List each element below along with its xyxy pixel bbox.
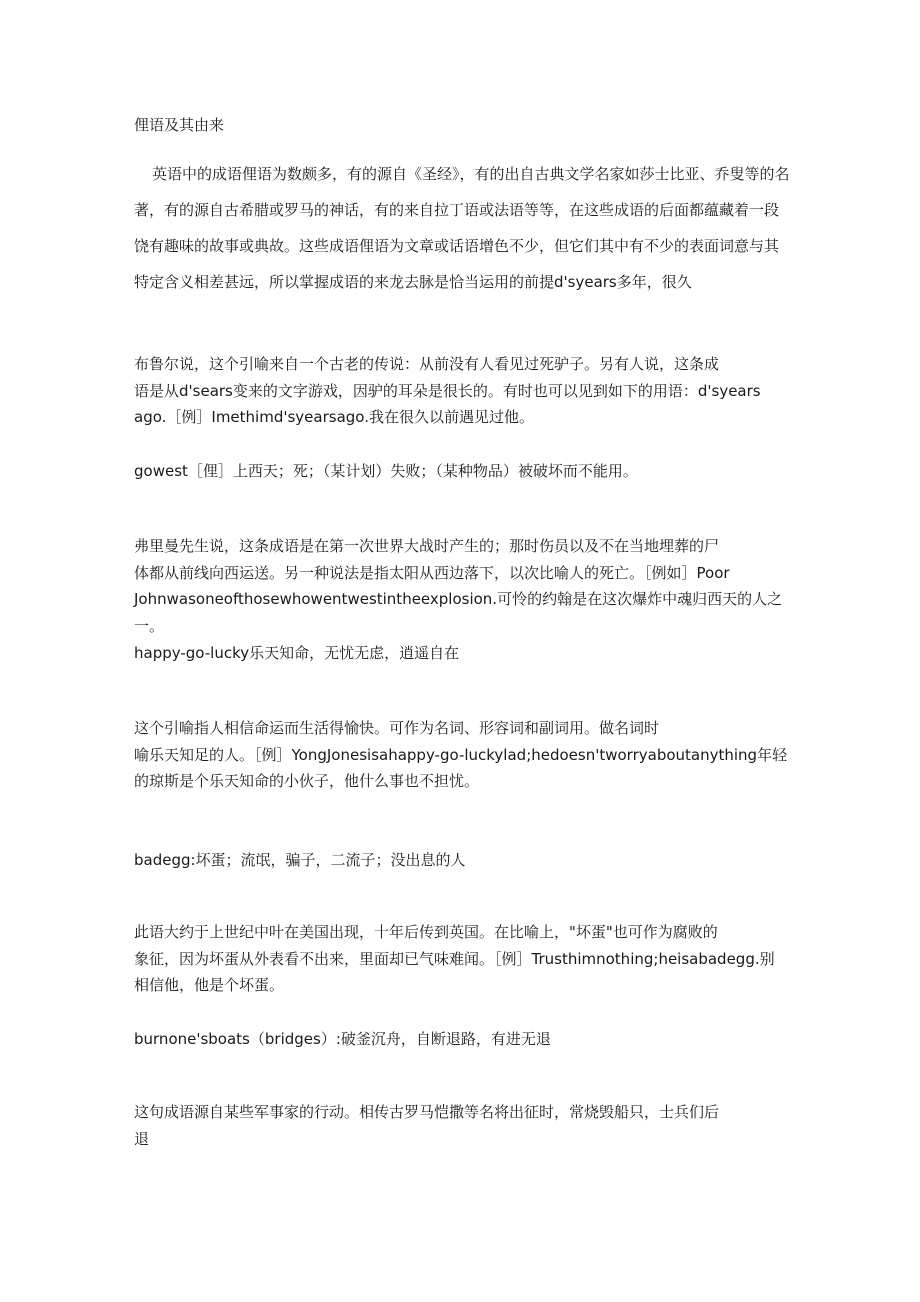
entry-line: burnone'sboats（bridges）:破釜沉舟，自断退路，有进无退: [134, 1030, 551, 1048]
entry-line: happy-go-lucky乐天知命，无忧无虑，逍遥自在: [134, 644, 460, 662]
paragraph-line: 这个引喻指人相信命运而生活得愉快。可作为名词、形容词和副词用。做名词时: [134, 719, 660, 737]
document-title: 俚语及其由来: [134, 116, 225, 134]
paragraph-line: ago.［例］Imethimd'syearsago.我在很久以前遇见过他。: [134, 408, 534, 426]
paragraph-line: 体都从前线向西运送。另一种说法是指太阳从西边落下，以次比喻人的死亡。［例如］Poor: [134, 563, 730, 582]
paragraph-d-syears-origin: [134, 351, 790, 431]
paragraph-line: 弗里曼先生说，这条成语是在第一次世界大战时产生的；那时伤员以及不在当地埋葬的尸: [134, 537, 720, 555]
entry-badegg: [134, 844, 790, 876]
paragraph-line: 退: [134, 1129, 150, 1148]
paragraph-line: 布鲁尔说，这个引喻来自一个古老的传说：从前没有人看见过死驴子。另有人说，这条成: [134, 355, 720, 373]
paragraph-line: 相信他，他是个坏蛋。: [134, 976, 285, 994]
intro-paragraph: [134, 156, 790, 300]
intro-text: 英语中的成语俚语为数颇多，有的源自《圣经》，有的出自古典文学名家如莎士比亚、乔叟等的名著，有的源自古希腊或罗马的神话，有的来自拉丁语或法语等等，在这些成语的后面都蕴藏着一段饶有趣味的故事或典故。这些成语俚语为文章或话语增色不少，但它们其中有不少的表面词意与其特定含义相差甚远，所以掌握成语的来龙去脉是恰当运用的前提d'syears多年，很久: [134, 165, 790, 291]
paragraph-line: 此语大约于上世纪中叶在美国出现，十年后传到英国。在比喻上，"坏蛋"也可作为腐败的: [134, 923, 718, 941]
entry-happy-go-lucky: [134, 637, 790, 669]
paragraph-burn-ones-boats-origin: [134, 1099, 790, 1152]
paragraph-line: 象征，因为坏蛋从外表看不出来，里面却已气味难闻。［例］Trusthimnothing;heisabadegg.别: [134, 949, 775, 968]
paragraph-line: 这句成语源自某些军事家的行动。相传古罗马恺撒等名将出征时，常烧毁船只，士兵们后: [134, 1103, 720, 1121]
paragraph-badegg-origin: [134, 919, 790, 999]
paragraph-gowest-origin: [134, 533, 790, 639]
paragraph-line: 喻乐天知足的人。［例］YongJonesisahappy-go-luckylad;hedoesn'tworryaboutanything年轻: [134, 745, 788, 764]
entry-line: badegg:坏蛋；流氓，骗子，二流子；没出息的人: [134, 851, 466, 869]
paragraph-line: 语是从d'sears变来的文字游戏，因驴的耳朵是很长的。有时也可以见到如下的用语：d'syears: [134, 381, 761, 400]
paragraph-happy-go-lucky-origin: [134, 715, 790, 795]
paragraph-line: Johnwasoneofthosewhowentwestintheexplosion.可怜的约翰是在这次爆炸中魂归西天的人之一。: [134, 590, 783, 635]
entry-gowest: [134, 455, 790, 487]
paragraph-line: 的琼斯是个乐天知命的小伙子，他什么事也不担忧。: [134, 772, 480, 790]
entry-burn-ones-boats: [134, 1023, 790, 1055]
entry-line: gowest［俚］上西天；死；（某计划）失败；（某种物品）被破坏而不能用。: [134, 462, 638, 480]
